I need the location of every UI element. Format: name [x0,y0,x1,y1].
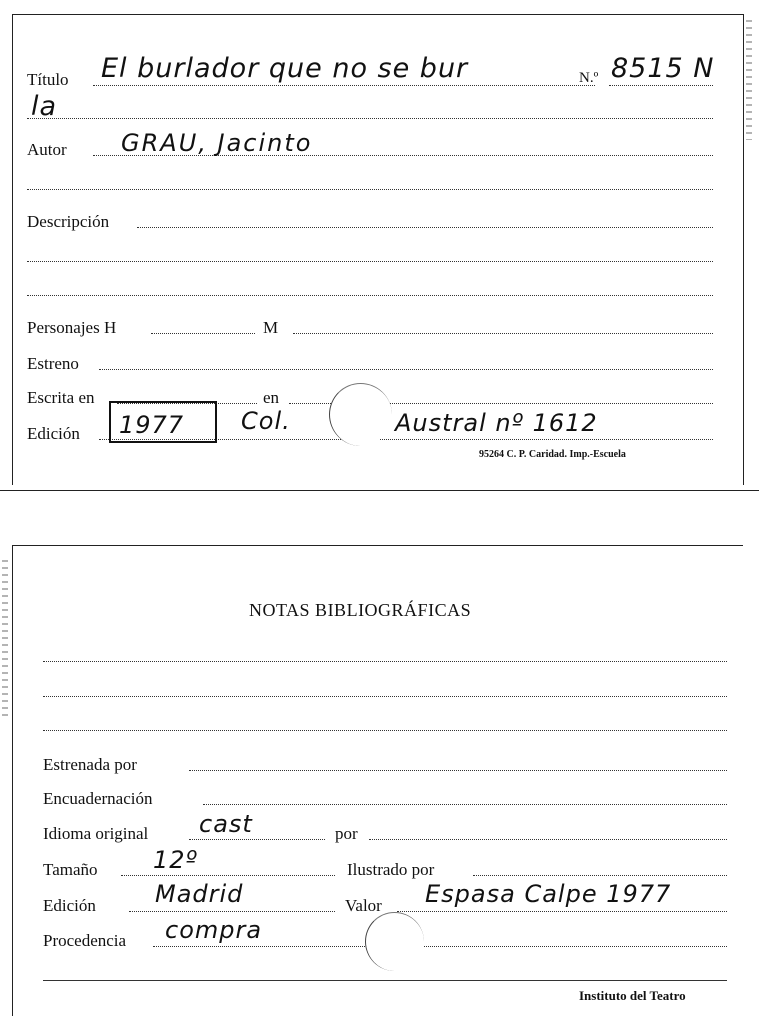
idioma-original-label: Idioma original [43,824,149,843]
procedencia-value: compra [165,916,263,944]
estreno-line [99,369,713,370]
personajes-h-label: Personajes H [27,318,117,337]
ilustrado-por-line [473,875,727,876]
estrenada-por-line [189,770,727,771]
titulo-line-2 [27,118,713,119]
titulo-value-line2: la [31,91,58,122]
edicion-year-value: 1977 [119,411,185,439]
scan-edge-noise-left [2,560,8,720]
scan-edge-noise [746,20,752,140]
notas-heading: NOTAS BIBLIOGRÁFICAS [249,600,472,620]
tamano-line [121,875,335,876]
escrita-en-label-2: en [263,388,280,407]
numero-value: 8515 N [611,53,715,84]
estrenada-por-label: Estrenada por [43,755,137,774]
encuadernacion-line [203,804,727,805]
edicion-back-label: Edición [43,896,96,915]
printer-mark: 95264 C. P. Caridad. Imp.-Escuela [479,449,626,460]
punch-hole [329,383,392,446]
edicion-detalle-value: Austral nº 1612 [395,409,598,437]
catalog-card-front [12,14,744,485]
titulo-label: Título [27,70,69,89]
personajes-m-line [293,333,713,334]
catalog-card-back [12,545,743,1016]
valor-value: Espasa Calpe 1977 [425,880,672,908]
punch-hole-back [365,912,424,971]
por-line [369,839,727,840]
titulo-value: El burlador que no se bur [101,53,469,84]
autor-line-2 [27,189,713,190]
estreno-label: Estreno [27,354,79,373]
descripcion-label: Descripción [27,212,110,231]
notas-line-1 [43,661,727,662]
edicion-coleccion-value: Col. [241,407,291,435]
autor-value: GRAU, Jacinto [121,129,313,157]
valor-label: Valor [345,896,382,915]
edicion-back-value: Madrid [155,880,244,908]
numero-label: N.º [579,70,599,86]
edicion-back-line [129,911,335,912]
valor-line [397,911,727,912]
personajes-h-line [151,333,255,334]
descripcion-line [137,227,713,228]
idioma-original-line [189,839,325,840]
titulo-line [93,85,595,86]
por-label: por [335,824,358,843]
idioma-original-value: cast [199,810,253,838]
notas-line-3 [43,730,727,731]
numero-line [609,85,713,86]
footer-line [43,980,727,981]
notas-line-2 [43,696,727,697]
autor-label: Autor [27,140,67,159]
escrita-en-label: Escrita en [27,388,95,407]
encuadernacion-label: Encuadernación [43,789,153,808]
footer-institution: Instituto del Teatro [579,988,686,1003]
descripcion-line-2 [27,261,713,262]
edicion-label: Edición [27,424,80,443]
ilustrado-por-label: Ilustrado por [347,860,435,879]
tamano-value: 12º [153,846,198,874]
personajes-m-label: M [263,318,279,337]
tamano-label: Tamaño [43,860,98,879]
procedencia-line [153,946,727,947]
procedencia-label: Procedencia [43,931,127,950]
descripcion-line-3 [27,295,713,296]
card-divider [0,490,759,491]
